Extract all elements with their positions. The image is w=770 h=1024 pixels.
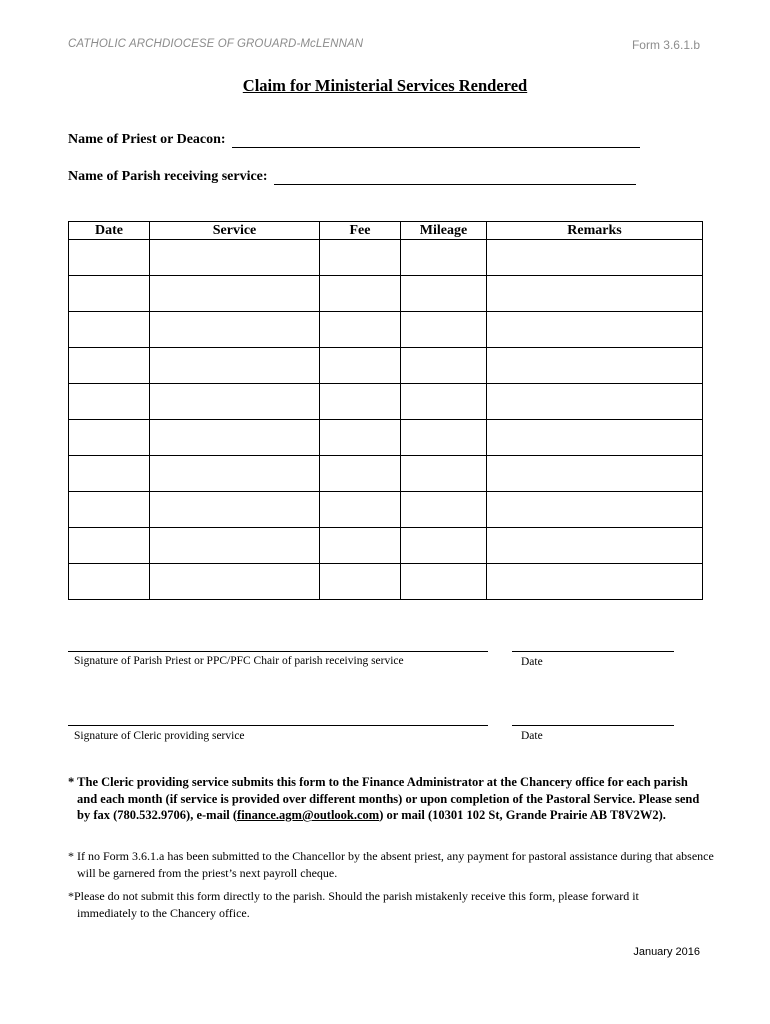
cell-mileage[interactable] — [401, 528, 487, 564]
cell-service[interactable] — [150, 528, 320, 564]
cell-service[interactable] — [150, 420, 320, 456]
form-3-6-1-a-note: * If no Form 3.6.1.a has been submitted to the Chancellor by the absent priest, any payment for pastoral assistance during that absence will be garnered from the priest’s next payroll cheque. — [68, 849, 714, 880]
cell-date[interactable] — [69, 276, 150, 312]
column-header-date: Date — [69, 222, 150, 240]
cell-mileage[interactable] — [401, 420, 487, 456]
cell-date[interactable] — [69, 240, 150, 276]
cell-service[interactable] — [150, 276, 320, 312]
form-number: Form 3.6.1.b — [631, 38, 700, 52]
cell-remarks[interactable] — [487, 492, 703, 528]
column-header-fee: Fee — [320, 222, 401, 240]
parish-date-label: Date — [521, 656, 543, 668]
parish-name-label: Name of Parish receiving service: — [68, 169, 268, 184]
parish-signature-line[interactable] — [68, 651, 488, 652]
cell-remarks[interactable] — [487, 564, 703, 600]
cell-service[interactable] — [150, 492, 320, 528]
submission-note-text: * The Cleric providing service submits this form to the Finance Administrator at the Chancery office for each parish and each month (if service is provided over different months) or upon completion of the Pastoral Service. Please send by fax (780.532.9706), e-mail ( — [68, 775, 700, 822]
cell-fee[interactable] — [320, 492, 401, 528]
parish-name-line[interactable] — [274, 170, 636, 185]
cell-date[interactable] — [69, 492, 150, 528]
parish-name-field — [68, 169, 636, 185]
footer-date: January 2016 — [633, 946, 700, 958]
cell-date[interactable] — [69, 420, 150, 456]
table-row — [69, 240, 703, 276]
parish-date-line[interactable] — [512, 651, 674, 652]
cell-service[interactable] — [150, 312, 320, 348]
cell-mileage[interactable] — [401, 240, 487, 276]
cell-fee[interactable] — [320, 348, 401, 384]
cell-remarks[interactable] — [487, 528, 703, 564]
cell-mileage[interactable] — [401, 276, 487, 312]
finance-email-link[interactable]: finance.agm@outlook.com — [237, 808, 380, 822]
cell-fee[interactable] — [320, 312, 401, 348]
cell-remarks[interactable] — [487, 240, 703, 276]
cleric-signature-label: Signature of Cleric providing service — [74, 730, 245, 742]
column-header-mileage: Mileage — [401, 222, 487, 240]
priest-name-line[interactable] — [232, 133, 640, 148]
cell-fee[interactable] — [320, 420, 401, 456]
cell-remarks[interactable] — [487, 276, 703, 312]
cleric-signature-line[interactable] — [68, 725, 488, 726]
parish-signature-label: Signature of Parish Priest or PPC/PFC Chair of parish receiving service — [74, 655, 404, 667]
cell-mileage[interactable] — [401, 456, 487, 492]
submission-note — [68, 774, 707, 824]
cell-date[interactable] — [69, 384, 150, 420]
submission-note-address: ) or mail (10301 102 St, Grande Prairie AB T8V2W2). — [379, 808, 666, 822]
table-row — [69, 420, 703, 456]
cell-date[interactable] — [69, 348, 150, 384]
cell-date[interactable] — [69, 456, 150, 492]
priest-name-label: Name of Priest or Deacon: — [68, 132, 226, 147]
cell-service[interactable] — [150, 348, 320, 384]
cell-service[interactable] — [150, 240, 320, 276]
cell-service[interactable] — [150, 456, 320, 492]
table-row — [69, 456, 703, 492]
cell-mileage[interactable] — [401, 384, 487, 420]
table-row — [69, 564, 703, 600]
cell-fee[interactable] — [320, 564, 401, 600]
cell-remarks[interactable] — [487, 456, 703, 492]
column-header-service: Service — [150, 222, 320, 240]
cell-date[interactable] — [69, 528, 150, 564]
cell-service[interactable] — [150, 384, 320, 420]
cell-fee[interactable] — [320, 240, 401, 276]
table-row — [69, 528, 703, 564]
table-row — [69, 276, 703, 312]
claims-table-body — [69, 240, 703, 600]
cleric-date-line[interactable] — [512, 725, 674, 726]
cell-fee[interactable] — [320, 384, 401, 420]
cell-remarks[interactable] — [487, 420, 703, 456]
column-header-remarks: Remarks — [487, 222, 703, 240]
cell-remarks[interactable] — [487, 348, 703, 384]
cell-service[interactable] — [150, 564, 320, 600]
cell-remarks[interactable] — [487, 384, 703, 420]
cell-date[interactable] — [69, 564, 150, 600]
cell-mileage[interactable] — [401, 564, 487, 600]
form-title: Claim for Ministerial Services Rendered — [242, 76, 528, 95]
cell-remarks[interactable] — [487, 312, 703, 348]
cell-mileage[interactable] — [401, 492, 487, 528]
table-row — [69, 492, 703, 528]
table-row — [69, 348, 703, 384]
cell-fee[interactable] — [320, 528, 401, 564]
table-row — [69, 384, 703, 420]
cell-fee[interactable] — [320, 456, 401, 492]
organization-header: CATHOLIC ARCHDIOCESE OF GROUARD-McLENNAN — [68, 38, 364, 50]
priest-name-field — [68, 132, 640, 148]
claims-table — [68, 221, 703, 600]
cell-fee[interactable] — [320, 276, 401, 312]
cleric-date-label: Date — [521, 730, 543, 742]
cell-mileage[interactable] — [401, 312, 487, 348]
table-row — [69, 312, 703, 348]
cell-date[interactable] — [69, 312, 150, 348]
cell-mileage[interactable] — [401, 348, 487, 384]
parish-submission-note: *Please do not submit this form directly to the parish. Should the parish mistakenly receive this form, please forward it immediately to the Chancery office. — [68, 889, 639, 920]
table-header-row — [69, 222, 703, 240]
